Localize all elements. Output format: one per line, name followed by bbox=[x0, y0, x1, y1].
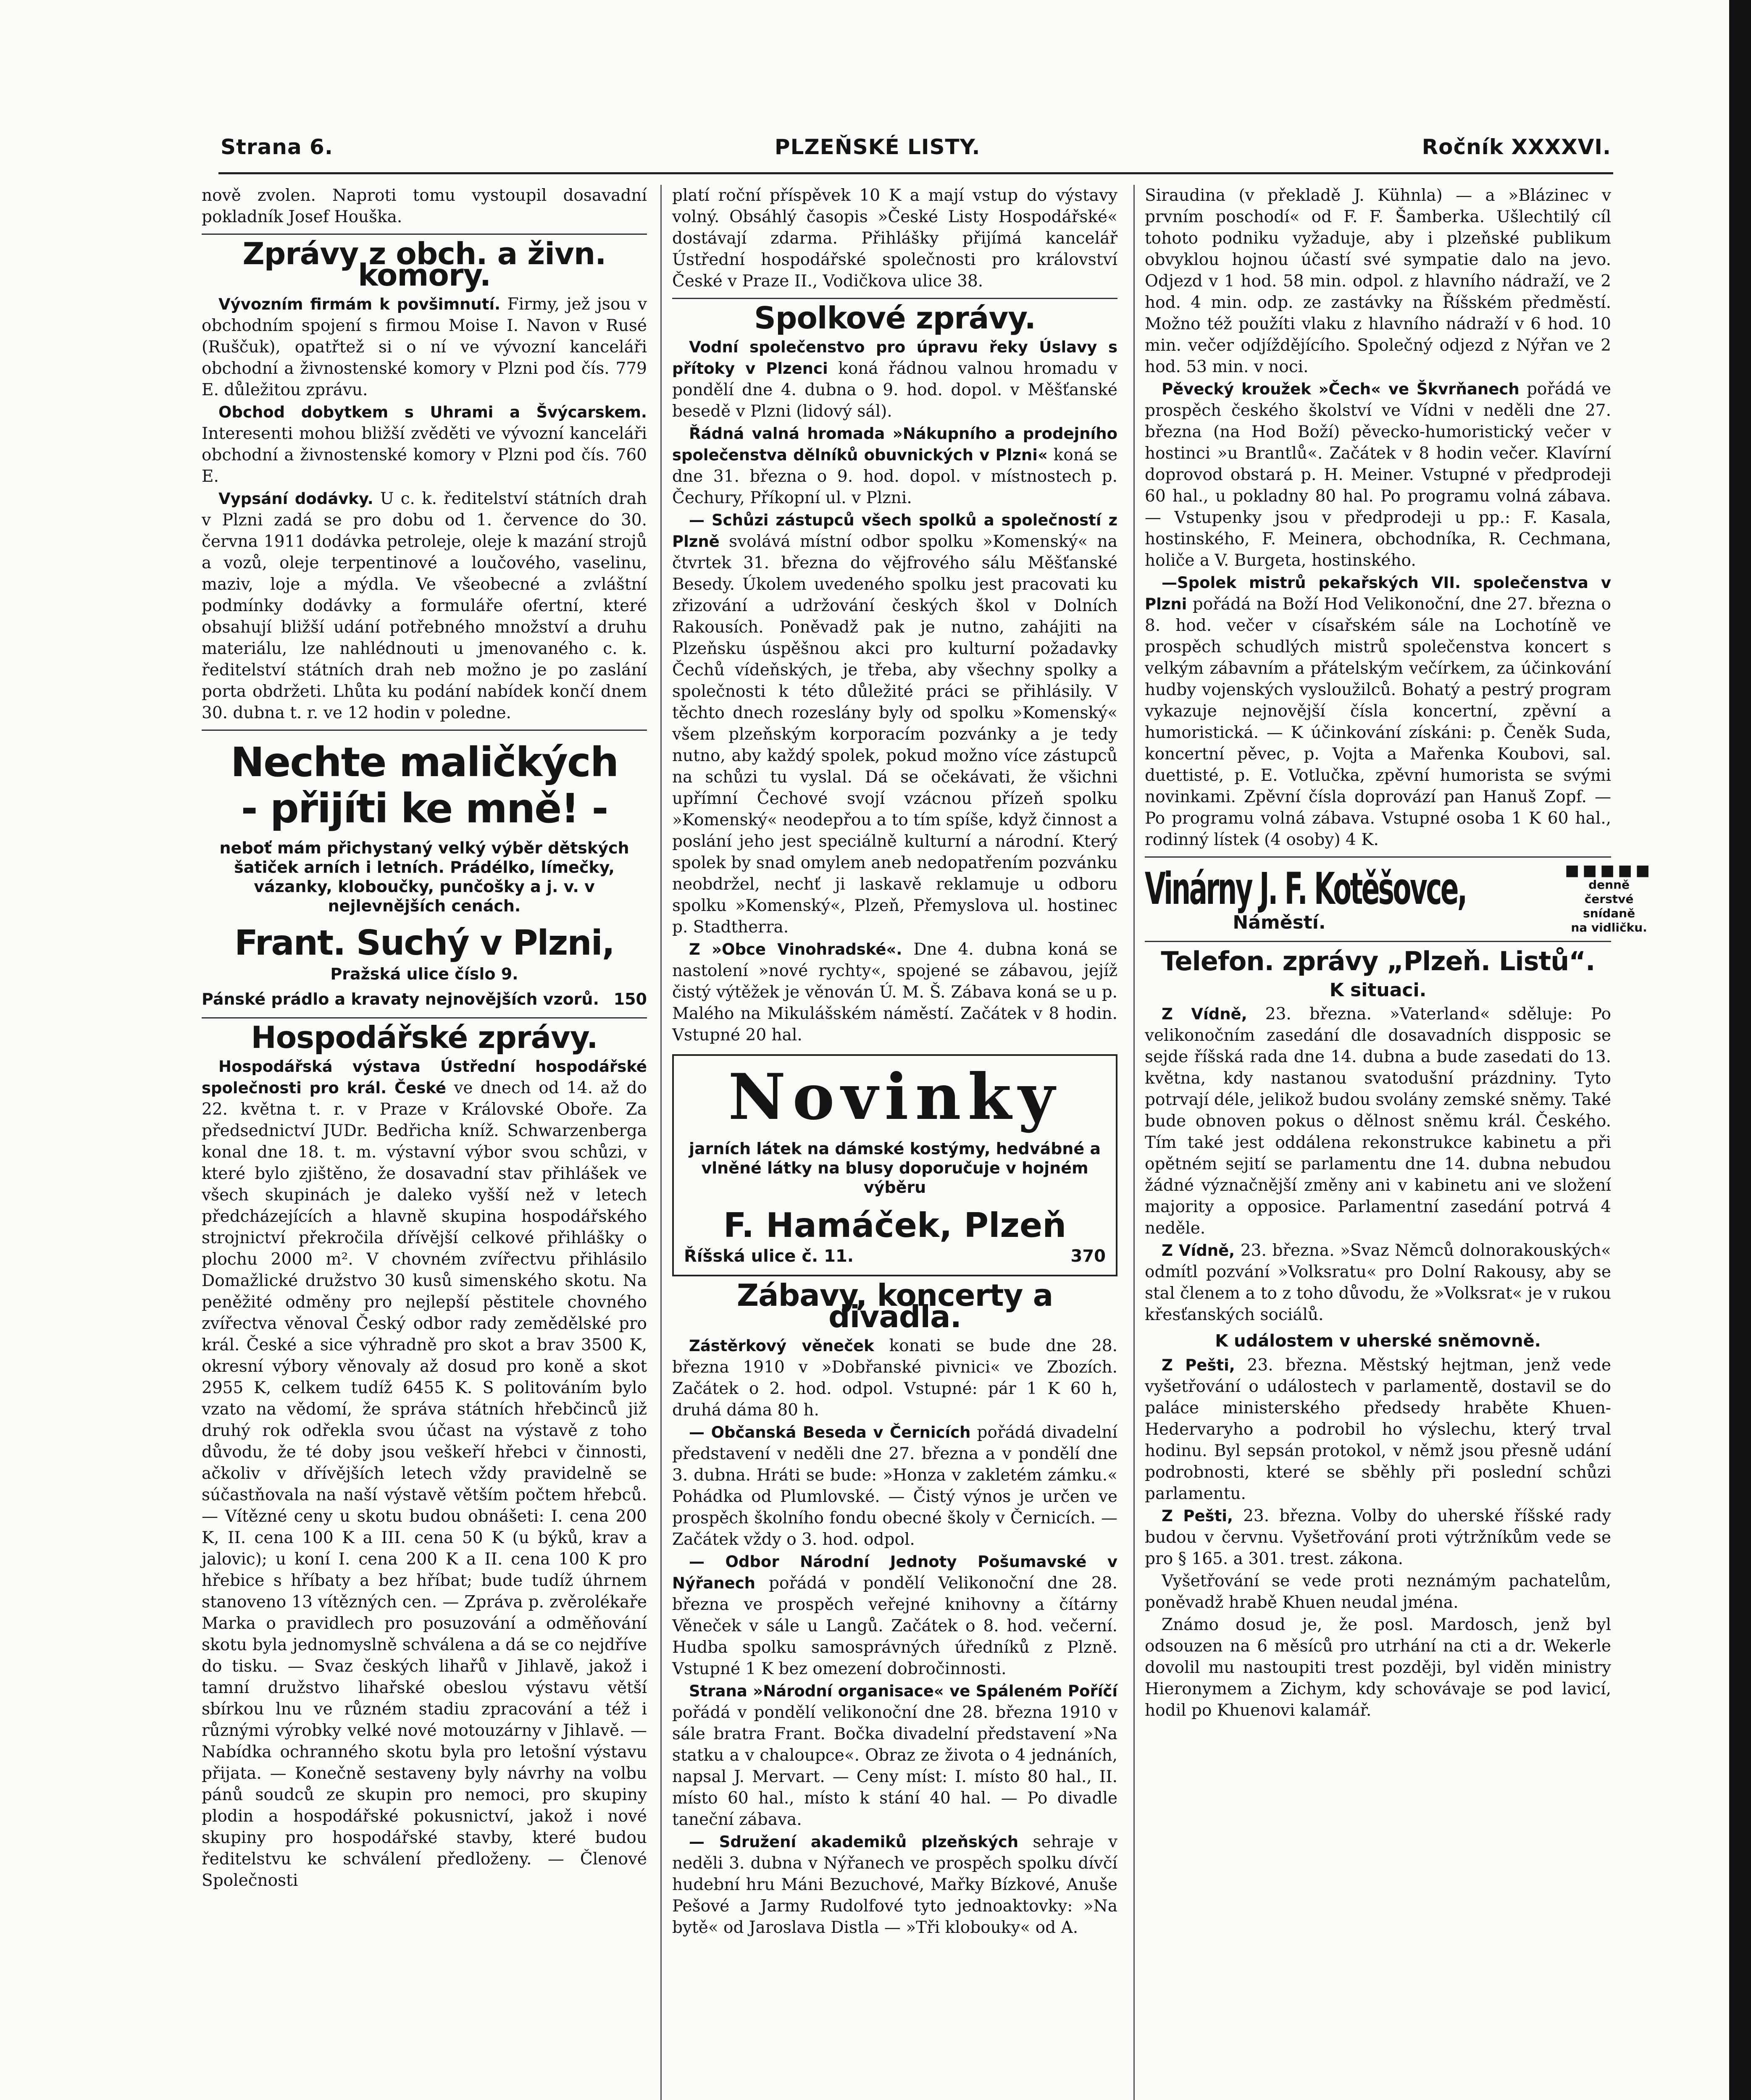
section-heading: Zábavy, koncerty a divadla. bbox=[736, 1278, 1053, 1334]
paragraph-lead: — Sdružení akademiků plzeňských bbox=[689, 1833, 1019, 1851]
ad-address: Pražská ulice číslo 9. bbox=[330, 965, 518, 983]
ad-footer: Pánské prádlo a kravaty nejnovějších vzorů. bbox=[202, 990, 599, 1008]
scan-border bbox=[1729, 0, 1751, 2100]
rule bbox=[202, 234, 647, 235]
paragraph bbox=[672, 423, 1117, 509]
paragraph bbox=[202, 1056, 647, 1891]
page-header bbox=[221, 128, 1611, 166]
header-rule bbox=[218, 172, 1613, 174]
advertisement-kotesovec bbox=[1145, 862, 1654, 935]
paragraph: Vyšetřování se vede proti neznámým pachatelům, poněvadž hrabě Khuen neudal jména. bbox=[1145, 1572, 1611, 1612]
masthead: PLZEŇSKÉ LISTY. bbox=[774, 135, 981, 159]
paragraph bbox=[202, 402, 647, 487]
paragraph-lead: Strana »Národní organisace« ve Spáleném Poříčí bbox=[689, 1682, 1117, 1700]
column-3 bbox=[1145, 185, 1654, 1722]
paragraph-lead: Pěvecký kroužek »Čech« ve Škvrňanech bbox=[1162, 380, 1520, 398]
ad-name: Frant. Suchý v Plzni, bbox=[234, 923, 614, 963]
ad-text: snídaně bbox=[1583, 906, 1635, 920]
paragraph bbox=[672, 1831, 1117, 1938]
paragraph-lead: — Odbor Národní Jednoty Pošumavské v Nýřanech bbox=[672, 1553, 1117, 1592]
paragraph-lead: — Schůzi zástupců všech spolků a společností z Plzně bbox=[672, 511, 1117, 551]
volume: Ročník XXXXVI. bbox=[1422, 135, 1611, 159]
rule bbox=[202, 1017, 647, 1018]
ad-subtitle: Náměstí. bbox=[1233, 911, 1326, 933]
ad-number: 370 bbox=[1070, 1247, 1106, 1266]
paragraph-text: pořádá divadelní představení v neděli dne 27. března a v pondělí dne 3. dubna. Hráti se bude: »Honza v zakletém zámku.« Pohádka od Plumlovské. — Čistý výnos je určen ve prospěch školního fondu obecné školy v Černicích. — Začátek vždy o 3. hod. odpol. bbox=[672, 1423, 1117, 1549]
paragraph bbox=[202, 294, 647, 401]
column-divider bbox=[1133, 185, 1135, 2100]
paragraph bbox=[672, 336, 1117, 422]
paragraph-lead: Vypsání dodávky. bbox=[218, 490, 373, 508]
paragraph-lead: Obchod dobytkem s Uhrami a Švýcarskem. bbox=[218, 403, 647, 421]
advertisement-hamacek bbox=[672, 1054, 1117, 1276]
page-number: Strana 6. bbox=[221, 135, 333, 159]
column-2 bbox=[672, 185, 1117, 1939]
rule bbox=[1145, 856, 1611, 858]
paragraph-text: svolává místní odbor spolku »Komenský« na čtvrtek 31. března do vějfrového sálu Měšťanské Besedy. Úkolem uvedeného spolku jest pracovati ku zřizování a udržování českých škol v Dolních Rakousích. Poněvadž pak je nutno, zahájiti na Plzeňsku úspěšnou akci pro kulturní požadavky Čechů vídeňských, je třeba, aby všechny spolky a společnosti k této důležité práci se přihlásily. V těchto dnech rozeslány byly od spolku »Komenský« všem plzeňským korporacím pozvánky a je tedy nutno, aby každý spolek, pokud možno více zástupců na schůzi tu vyslal. Dá se očekávati, že všichni upřímní Čechové svojí vzácnou přízeň spolku »Komenský« neodepřou a to tím spíše, když činnost a poslání jeho jest speciálně kulturní a národní. Který spolek by snad omylem aneb nedopatřením pozvánku neobdržel, nechť ji laskavě reklamuje u odboru spolku »Komenský«, Plzeň, Přemyslova ul. hostinec p. Stadtherra. bbox=[672, 532, 1117, 937]
subheading: K situaci. bbox=[1329, 979, 1427, 1001]
paragraph bbox=[202, 488, 647, 724]
section-heading: Spolkové zprávy. bbox=[754, 300, 1036, 336]
paragraph-text: 23. března. »Svaz Němců dolnorakouských« odmítl pozvání »Volksratu« pro Dolní Rakousy, aby se stal členem a to z toho důvodu, že »Volksrat« je v rukou křesťanských sociálů. bbox=[1145, 1241, 1611, 1324]
paragraph-lead: Hospodářská výstava Ústřední hospodářské společnosti pro král. České bbox=[202, 1058, 647, 1097]
ad-address: Říšská ulice č. 11. bbox=[684, 1247, 854, 1266]
paragraph-lead: Vodní společenstvo pro úpravu řeky Úslavy s přítoky v Plzenci bbox=[672, 338, 1117, 378]
ornament-icon: ■■■■■ bbox=[1565, 862, 1654, 879]
ad-headline: Novinky bbox=[728, 1060, 1062, 1134]
paragraph bbox=[672, 1551, 1117, 1680]
section-heading: Zprávy z obch. a živn. komory. bbox=[242, 236, 606, 293]
paragraph-lead: —Spolek mistrů pekařských VII. společenstva v Plzni bbox=[1145, 574, 1611, 613]
section-heading: Telefon. zprávy „Plzeň. Listů“. bbox=[1161, 946, 1595, 976]
paragraph-text: koná řádnou valnou hromadu v pondělí dne 4. dubna o 9. hod. dopol. v Měšťanské besedě v Plzni (lidový sál). bbox=[672, 359, 1117, 421]
ad-headline: - přijíti ke mně! - bbox=[241, 785, 608, 832]
paragraph-lead: Z Pešti, bbox=[1162, 1507, 1233, 1525]
rule bbox=[202, 730, 647, 731]
rule bbox=[672, 298, 1117, 299]
paragraph-text: Firmy, jež jsou v obchodním spojení s firmou Moise I. Navon v Rusé (Ruščuk), opatřtež si o ní ve vývozní kanceláři obchodní a živnostenské komory v Plzni pod čís. 779 E. důležitou zprávu. bbox=[202, 295, 647, 399]
paragraph-text: pořádá na Boží Hod Velikonoční, dne 27. března o 8. hod. večer v císařském sále na Lochotíně ve prospěch schudlých mistrů společenstva koncert s velkým zábavním a přátelským večírkem, za účinkování hudby vojenských vysloužilců. Bohatý a pestrý program vykazuje nejnovější čísla koncertní, zpěvní a humoristická. — K účinkování získáni: p. Čeněk Suda, koncertní pěvec, p. Vojta a Mařenka Koubovi, sal. duettisté, p. E. Votlučka, zpěvní humorista se svými novinkami. Zpěvní čísla doprovází pan Hanuš Zopf. — Po programu volná zábava. Vstupné osoba 1 K 60 hal., rodinný lístek (4 osoby) 4 K. bbox=[1145, 595, 1611, 849]
ad-name: Vinárny J. F. Kotěšovce, bbox=[1145, 863, 1466, 914]
paragraph-text: ve dnech od 14. až do 22. května t. r. v Praze v Královské Oboře. Za předsednictví JUDr. Bedřicha kníž. Schwarzenberga konal dne 18. t. m. výstavní výbor svou schůzi, v které bylo zjištěno, že dosavadní stav přihlášek ve všech skupinách je daleko vyšší než v letech předcházejících a hlavně skupina hospodářského strojnictví překročila dřívější celkové přihlášky o plochu 2000 m². V chovném zvířectvu přihlásilo Domažlické družstvo 30 kusů simenského skotu. Na peněžité odměny pro nejlepší pěstitele chovného zvířectva věnoval Český odbor rady zemědělské pro král. České a sice výhradně pro skot a brav 3500 K, okresní výbory věnovaly až dosud pro koně a skot 2955 K, celkem tudíž 6455 K. S politováním bylo vzato na vědomí, že správa státních hřebčinců již druhý rok odřekla svou účast na výstavě z toho důvodu, že té doby jsou veškeří hřebci v činnosti, ačkoliv v dřívějších letech vždy pravidelně se súčastňovala na naší výstavě větším počtem hřebců. — Vítězné ceny u skotu budou obnášeti: I. cena 200 K, II. cena 100 K a III. cena 50 K (u býků, krav a jalovic); u koní I. cena 200 K a II. cena 100 K pro hřebice s hříbaty a bez hříbat; bude tudíž úhrnem stanoveno 13 vítězných cen. — Zpráva p. zvěrolékaře Marka o pravidlech pro posuzování a odměňování skotu byla jednomyslně schválena a dá se co nejdříve do tisku. — Svaz českých lihařů v Jihlavě, jakož i tamní družstvo lihařské obeslou výstavu větší sbírkou lnu ve různém stadiu zpracování a též i různými výrobky velké nové motouzárny v Jihlavě. — Nabídka ochranného skotu byla pro letošní výstavu přijata. — Konečně sestaveny byly návrhy na volbu pánů soudců ze skupin pro nemoci, pro skupiny plodin a hospodářské pokusnictví, jakož i nové skupiny pro hospodářské stavby, které budou ředitelstvu ke schválení předloženy. — Členové Společnosti bbox=[202, 1079, 647, 1890]
paragraph-text: Dne 4. dubna koná se nastolení »nové rychty«, spojené se zábavou, jejíž čistý výtěžek je věnován Ú. M. Š. Zábava koná se u p. Malého na Mikulášském náměstí. Začátek v 8 hodin. Vstupné 20 hal. bbox=[672, 940, 1118, 1045]
paragraph bbox=[672, 939, 1117, 1046]
paragraph bbox=[672, 1422, 1117, 1550]
paragraph-text: Interesenti mohou bližší zvěděti ve vývozní kanceláři obchodní a živnostenské komory v Plzni pod čís. 760 E. bbox=[202, 424, 647, 486]
paragraph bbox=[672, 1680, 1117, 1830]
paragraph-lead: Zástěrkový věneček bbox=[689, 1337, 874, 1355]
paragraph-text: konati se bude dne 28. března 1910 v »Dobřanské pivnici« ve Zbozích. Začátek o 2. hod. odpol. Vstupné: pár 1 K 60 h, druhá dáma 80 h. bbox=[672, 1336, 1117, 1420]
paragraph-text: koná se dne 31. března o 9. hod. dopol. v místnostech p. Čechury, Příkopní ul. v Plzni. bbox=[672, 446, 1117, 507]
paragraph: platí roční příspěvek 10 K a mají vstup do výstavy volný. Obsáhlý časopis »České Listy Hospodářské« dostávají zdarma. Přihlášky přijímá kancelář Ústřední hospodářské společnosti pro království České v Praze II., Vodičkova ulice 38. bbox=[672, 186, 1117, 291]
paragraph bbox=[672, 509, 1117, 938]
column-1 bbox=[202, 185, 647, 1892]
paragraph-lead: — Občanská Beseda v Černicích bbox=[689, 1423, 971, 1441]
paragraph-lead: Z Vídně, bbox=[1162, 1242, 1235, 1260]
subheading: K událostem v uherské sněmovně. bbox=[1215, 1331, 1541, 1351]
ad-name: F. Hamáček, Plzeň bbox=[723, 1206, 1067, 1245]
paragraph bbox=[1145, 572, 1611, 850]
paragraph bbox=[672, 1335, 1117, 1421]
ad-headline: Nechte maličkých bbox=[230, 739, 618, 786]
paragraph-lead: Vývozním firmám k povšimnutí. bbox=[218, 295, 501, 313]
ad-text: na vidličku. bbox=[1571, 921, 1647, 934]
ad-number: 150 bbox=[613, 990, 647, 1008]
paragraph-lead: Z Pešti, bbox=[1162, 1356, 1235, 1374]
ad-text: neboť mám přichystaný velký výběr dětských šatiček arních i letních. Prádélko, límečky, vázanky, kloboučky, punčošky a j. v. v nejlevnějších cenách. bbox=[219, 839, 629, 915]
paragraph-lead: Z Vídně, bbox=[1162, 1005, 1247, 1023]
paragraph-lead: Z »Obce Vinohradské«. bbox=[689, 940, 902, 958]
section-heading: Hospodářské zprávy. bbox=[251, 1020, 598, 1055]
paragraph bbox=[1145, 378, 1611, 571]
rule bbox=[1145, 941, 1611, 942]
advertisement-suchy bbox=[202, 739, 647, 1009]
paragraph-text: 23. března. »Vaterland« sděluje: Po velikonočním zasedání dle dosavadních dispposic se sejde říšská rada dne 14. dubna a bude zasedati do 13. května, kdy nastanou svatodušní prázdniny. Tyto potrvají déle, jelikož budou svolány zemské sněmy. Také bude obnoven pokus o dělnost sněmu král. Českého. Tím také jest oddálena rekonstrukce kabinetu a při opětném sejití se parlamentu dne 14. dubna nebudou žádné význačnější změny ani v kabinetu ani ve složení majority a opposice. Parlamentní zasedání potrvá 4 neděle. bbox=[1145, 1005, 1612, 1238]
paragraph bbox=[1145, 1354, 1611, 1504]
paragraph bbox=[1145, 1505, 1611, 1570]
ad-text: denně čerstvé bbox=[1584, 878, 1634, 906]
column-divider bbox=[660, 185, 662, 2100]
paragraph-text: pořádá ve prospěch českého školství ve Vídni v neděli dne 27. března (na Hod Boží) pěvecko-humoristický večer v hostinci »u Brantlů«. Začátek v 8 hodin večer. Klavírní doprovod obstará p. H. Meiner. Vstupné v předprodeji 60 hal., u pokladny 80 hal. Po programu volná zábava. — Vstupenky jsou v předprodeji u pp.: F. Kasala, hostinského, F. Meinera, obchodníka, R. Cechmana, holiče a V. Burgeta, hostinského. bbox=[1145, 380, 1611, 570]
paragraph: Známo dosud je, že posl. Mardosch, jenž byl odsouzen na 6 měsíců pro utrhání na cti a dr. Wekerle dovolil mu nastoupiti trest později, byl viděn ministry Hieronymem a Zichym, kdy schovávaje se pod lavicí, hodil po Khuenovi kalamář. bbox=[1145, 1615, 1611, 1720]
paragraph-text: U c. k. ředitelství státních drah v Plzni zadá se pro dobu od 1. července do 30. června 1911 dodávka petroleje, oleje k mazání strojů a vozů, oleje terpentinové a loučového, vaselinu, maziv, loje a mýdla. Ve všeobecné a zvláštní podmínky dodávky a formuláře ofertní, které obsahují bližší udání potřebného množství a druhu materiálu, lze nahlédnouti u jmenovaného c. k. ředitelství státních drah neb možno je po zaslání porta obdržeti. Lhůta ku podání nabídek končí dnem 30. dubna t. r. ve 12 hodin v poledne. bbox=[202, 489, 647, 722]
paragraph-text: sehraje v neděli 3. dubna v Nýřanech ve prospěch spolku dívčí hudební hru Máni Bezuchové, Mařky Bízkové, Anuše Pešové a Jarmy Rudolfové tyto jednoaktovky: »Na bytě« od Jaroslava Distla — »Tři klobouky« od A. bbox=[672, 1832, 1118, 1937]
paragraph-text: 23. března. Volby do uherské říšské rady budou v červnu. Vyšetřování proti výtržníkům vede se pro § 165. a 301. trest. zákona. bbox=[1145, 1507, 1611, 1568]
paragraph bbox=[1145, 1240, 1611, 1326]
paragraph: nově zvolen. Naproti tomu vystoupil dosavadní pokladník Josef Houška. bbox=[202, 186, 647, 226]
ad-text: jarních látek na dámské kostýmy, hedvábné a vlněné látky na blusy doporučuje v hojném výběru bbox=[689, 1139, 1101, 1197]
paragraph-lead: Řádná valná hromada »Nákupního a prodejního společenstva dělníků obuvnických v Plzni« bbox=[672, 425, 1117, 464]
paragraph: Siraudina (v překladě J. Kühnla) — a »Blázinec v prvním poschodí« od F. F. Šamberka. Ušlechtilý cíl tohoto podniku vyžaduje, aby i plzeňské publikum obvyklou hojnou účastí své sympatie dalo na jevo. Odjezd v 1 hod. 58 min. odpol. z hlavního nádraží, ve 2 hod. 4 min. odp. ze zastávky na Říšském předměstí. Možno též použíti vlaku z hlavního nádraží v 6 hod. 10 min. večer odjíždějícího. Společný odjezd z Nýřan ve 2 hod. 53 min. v noci. bbox=[1145, 186, 1611, 376]
paragraph-text: 23. března. Městský hejtman, jenž vede vyšetřování o událostech v parlamentě, dostavil se do paláce ministerského předsedy hraběte Khuen-Hedervaryho a podrobil ho výslechu, který trval hodinu. Byl sepsán protokol, v němž jsou přesně udání podrobnosti, které se sběhly při poslední schůzi parlamentu. bbox=[1145, 1356, 1611, 1503]
paragraph bbox=[1145, 1003, 1611, 1239]
paragraph-text: pořádá v pondělí velikonoční dne 28. března 1910 v sále bratra Frant. Bočka divadelní představení »Na statku a v chaloupce«. Obraz ze života o 4 jednáních, napsal J. Mervart. — Ceny míst: I. místo 80 hal., II. místo 60 hal., místo k stání 40 hal. — Po divadle taneční zábava. bbox=[672, 1703, 1117, 1829]
paragraph-text: pořádá v pondělí Velikonoční dne 28. března ve prospěch veřejné knihovny a čítárny Věneček v sále u Langů. Začátek o 8. hod. večerní. Hudba spolku samosprávných úředníků z Plzně. Vstupné 1 K bez omezení dobročinnosti. bbox=[672, 1574, 1117, 1678]
